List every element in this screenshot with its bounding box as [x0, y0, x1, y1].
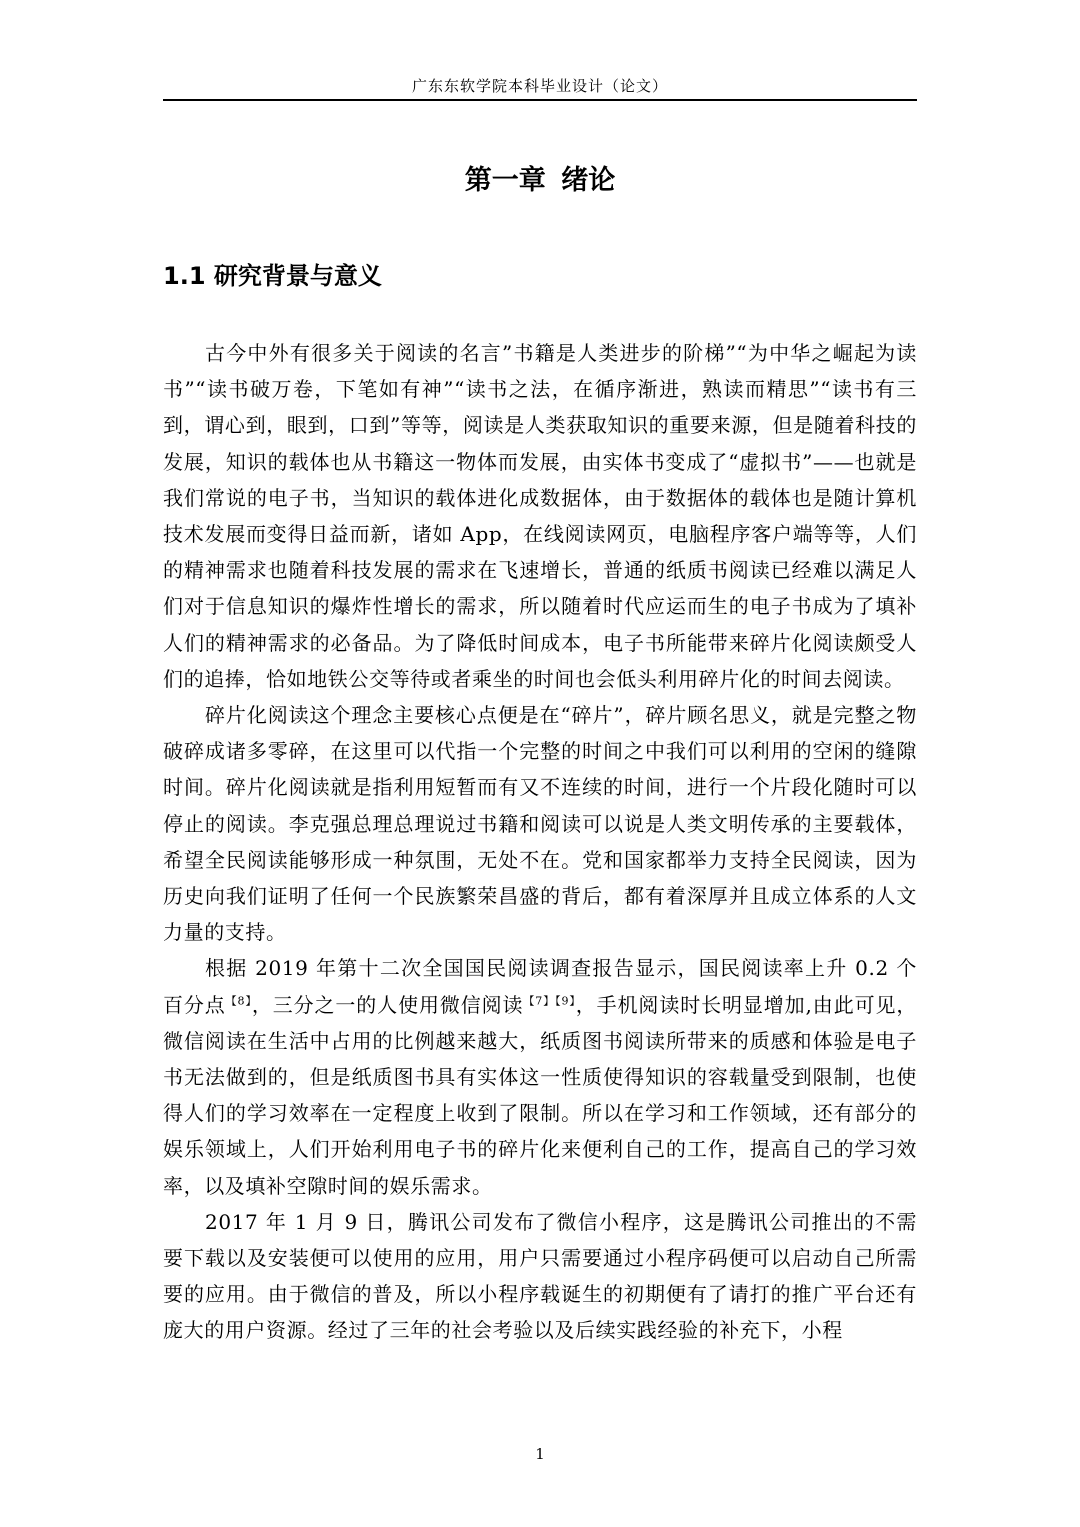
paragraph-3: [163, 950, 917, 1203]
paragraph-3-text-a: 根据 2019 年第十二次全国国民阅读调查报告显示，国民阅读率上升 0.2 个百分点: [163, 956, 917, 1017]
paragraph-4: 2017 年 1 月 9 日，腾讯公司发布了微信小程序，这是腾讯公司推出的不需要下载以及安装便可以使用的应用，用户只需要通过小程序码便可以启动自己所需要的应用。由于微信的普及，所以小程序载诞生的初期便有了请打的推广平台还有庞大的用户资源。经过了三年的社会考验以及后续实践经验的补充下，小程: [163, 1209, 917, 1343]
section-title: 1.1 研究背景与意义: [163, 262, 382, 290]
page-number: 1: [535, 1445, 545, 1463]
paragraph-3-text-b: ，三分之一的人使用微信阅读: [251, 992, 524, 1017]
running-header: 广东东软学院本科毕业设计（论文）: [411, 77, 668, 95]
citation-8: 【8】: [225, 994, 252, 1007]
header-rule: [163, 99, 917, 101]
citation-7-9: 【7】【9】: [523, 994, 576, 1007]
body-text: [163, 335, 917, 1349]
paragraph-3-text-c: ，手机阅读时长明显增加,由此可见，微信阅读在生活中占用的比例越来越大，纸质图书阅读所带来的质感和体验是电子书无法做到的，但是纸质图书具有实体这一性质使得知识的容载量受到限制，也使得人们的学习效率在一定程度上收到了限制。所以在学习和工作领域，还有部分的娱乐领域上，人们开始利用电子书的碎片化来便利自己的工作，提高自己的学习效率，以及填补空隙时间的娱乐需求。: [163, 992, 917, 1198]
chapter-title: 第一章 绪论: [464, 165, 616, 196]
paragraph-1: 古今中外有很多关于阅读的名言”书籍是人类进步的阶梯”“为中华之崛起为读书”“读书破万卷，下笔如有神”“读书之法，在循序渐进，熟读而精思”“读书有三到，谓心到，眼到，口到”等等，阅读是人类获取知识的重要来源，但是随着科技的发展，知识的载体也从书籍这一物体而发展，由实体书变成了“虚拟书”——也就是我们常说的电子书，当知识的载体进化成数据体，由于数据体的载体也是随计算机技术发展而变得日益而新，诸如 App，在线阅读网页，电脑程序客户端等等，人们的精神需求也随着科技发展的需求在飞速增长，普通的纸质书阅读已经难以满足人们对于信息知识的爆炸性增长的需求，所以随着时代应运而生的电子书成为了填补人们的精神需求的必备品。为了降低时间成本，电子书所能带来碎片化阅读颇受人们的追捧，恰如地铁公交等待或者乘坐的时间也会低头利用碎片化的时间去阅读。: [163, 341, 917, 691]
paragraph-2: 碎片化阅读这个理念主要核心点便是在“碎片”，碎片顾名思义，就是完整之物破碎成诸多零碎，在这里可以代指一个完整的时间之中我们可以利用的空闲的缝隙时间。碎片化阅读就是指利用短暂而有又不连续的时间，进行一个片段化随时可以停止的阅读。李克强总理总理说过书籍和阅读可以说是人类文明传承的主要载体，希望全民阅读能够形成一种氛围，无处不在。党和国家都举力支持全民阅读，因为历史向我们证明了任何一个民族繁荣昌盛的背后，都有着深厚并且成立体系的人文力量的支持。: [163, 703, 917, 945]
